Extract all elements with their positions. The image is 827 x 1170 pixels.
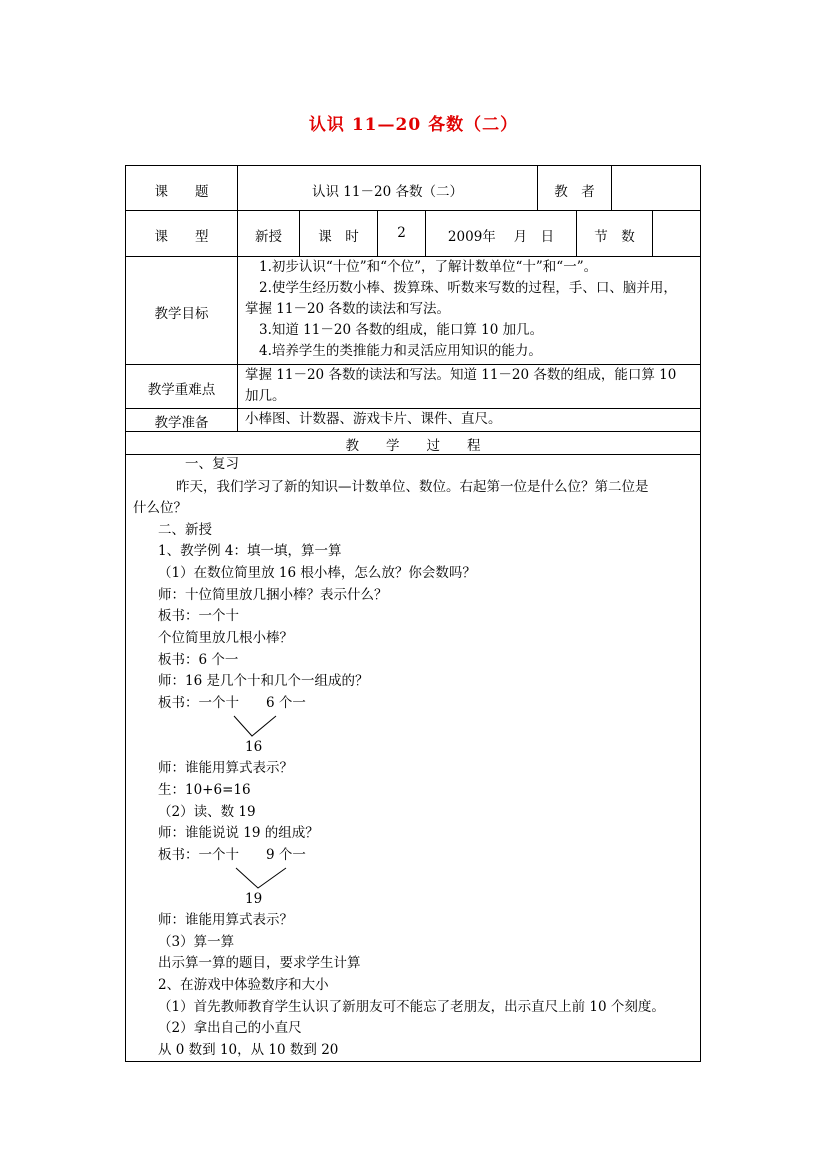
lesson-type-label: 课 型 — [154, 229, 209, 245]
keypoints-label: 教学重难点 — [147, 382, 216, 398]
topic-value: 认识 11－20 各数（二） — [312, 184, 463, 200]
process-line: 什么位？ — [133, 500, 187, 516]
period-value: 2 — [397, 225, 406, 241]
process-line: 板书：一个十 — [158, 695, 239, 711]
teacher-label: 教 者 — [554, 184, 595, 200]
section-count-label: 节 数 — [594, 229, 635, 245]
date-value: 2009年 月 日 — [447, 229, 555, 245]
process-line: 板书：一个十 — [158, 608, 239, 624]
process-header: 教 学 过 程 — [345, 438, 481, 454]
process-line: 个位简里放几根小棒？ — [158, 630, 293, 646]
period-label: 课 时 — [318, 229, 359, 245]
process-line: （2）读、数 19 — [158, 804, 256, 820]
process-line: 16 — [245, 739, 263, 755]
goal-line: 1.初步认识“十位”和“个位”，了解计数单位“十”和“一”。 — [259, 259, 598, 275]
goal-line: 4.培养学生的类推能力和灵活应用知识的能力。 — [259, 343, 542, 359]
process-line: 6 个一 — [266, 695, 306, 711]
process-line: 一、复习 — [185, 456, 239, 472]
goal-line: 掌握 11－20 各数的读法和写法。 — [245, 301, 450, 317]
goal-line: 3.知道 11－20 各数的组成，能口算 10 加几。 — [259, 322, 544, 338]
process-line: （3）算一算 — [158, 934, 235, 950]
keypoints-line: 掌握 11－20 各数的读法和写法。知道 11－20 各数的组成，能口算 10 — [245, 367, 677, 383]
process-line: （1）在数位简里放 16 根小棒，怎么放？你会数吗？ — [158, 565, 476, 581]
process-line: （1）首先教师教育学生认识了新朋友可不能忘了老朋友，出示直尺上前 10 个刻度。 — [158, 999, 665, 1015]
goal-line: 2.使学生经历数小棒、拨算珠、听数来写数的过程，手、口、脑并用， — [259, 280, 677, 296]
process-line: 师：十位简里放几捆小棒？表示什么？ — [158, 587, 388, 603]
process-line: 从 0 数到 10，从 10 数到 20 — [158, 1042, 339, 1058]
process-line: 师：谁能用算式表示？ — [158, 760, 293, 776]
page-title: 认识 11—20 各数（二） — [308, 115, 519, 135]
process-line: 师：谁能用算式表示？ — [158, 912, 293, 928]
process-line: （2）拿出自己的小直尺 — [158, 1020, 302, 1036]
process-line: 二、新授 — [158, 522, 212, 538]
process-line: 9 个一 — [266, 847, 306, 863]
process-line: 1、教学例 4：填一填，算一算 — [158, 543, 342, 559]
goals-label: 教学目标 — [154, 306, 209, 322]
process-line: 板书：一个十 — [158, 847, 239, 863]
process-line: 2、在游戏中体验数序和大小 — [158, 977, 329, 993]
topic-label: 课 题 — [154, 184, 209, 200]
process-line: 19 — [245, 891, 263, 907]
process-line: 师：谁能说说 19 的组成？ — [158, 825, 319, 841]
process-line: 出示算一算的题目，要求学生计算 — [158, 955, 361, 971]
prep-value: 小棒图、计数器、游戏卡片、课件、直尺。 — [245, 411, 502, 427]
process-line: 生：10+6=16 — [158, 782, 251, 798]
process-line: 昨天，我们学习了新的知识—计数单位、数位。右起第一位是什么位？第二位是 — [176, 479, 649, 495]
process-line: 师：16 是几个十和几个一组成的？ — [158, 673, 369, 689]
lesson-type-value: 新授 — [255, 229, 282, 245]
composition-branch-icon — [232, 864, 296, 894]
process-line: 板书：6 个一 — [158, 652, 239, 668]
keypoints-line: 加几。 — [245, 388, 286, 404]
prep-label: 教学准备 — [154, 415, 209, 431]
